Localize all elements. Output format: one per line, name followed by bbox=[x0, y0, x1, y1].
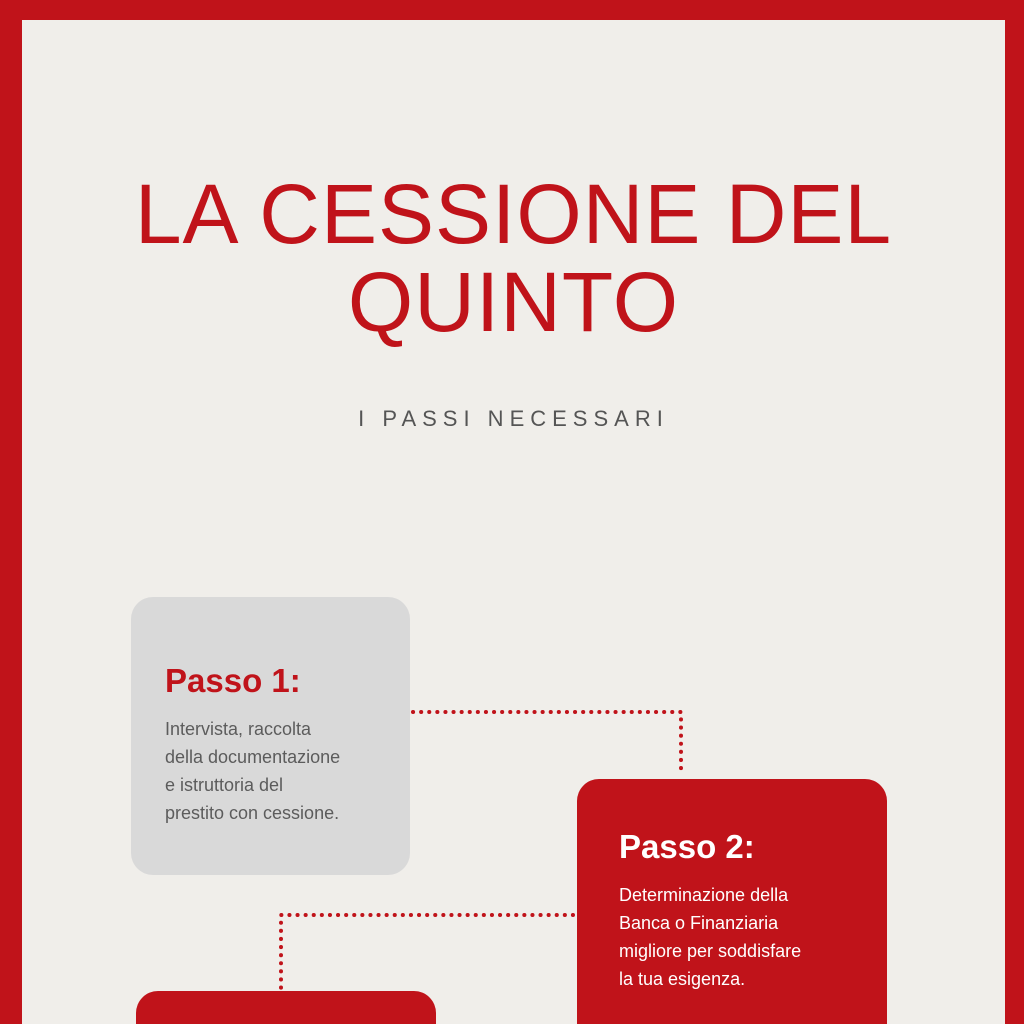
page-subtitle: I PASSI NECESSARI bbox=[358, 406, 669, 431]
infographic-canvas bbox=[22, 20, 1005, 1024]
title-line-2: QUINTO bbox=[347, 255, 680, 349]
page-title bbox=[22, 167, 1005, 349]
title-line-1: LA CESSIONE DEL bbox=[134, 167, 893, 261]
step-card-3 bbox=[136, 991, 436, 1024]
step-1-description: Intervista, raccolta della documentazione e istruttoria del prestito con cessione. bbox=[165, 719, 341, 823]
step-1-title: Passo 1: bbox=[165, 662, 301, 699]
step-2-title: Passo 2: bbox=[619, 828, 755, 865]
connector-step-1-to-2 bbox=[413, 712, 681, 775]
step-card-1 bbox=[131, 597, 410, 875]
connector-step-2-to-3 bbox=[281, 915, 573, 988]
step-card-2 bbox=[577, 779, 887, 1024]
step-2-description: Determinazione della Banca o Finanziaria migliore per soddisfare la tua esigenza. bbox=[619, 885, 802, 989]
